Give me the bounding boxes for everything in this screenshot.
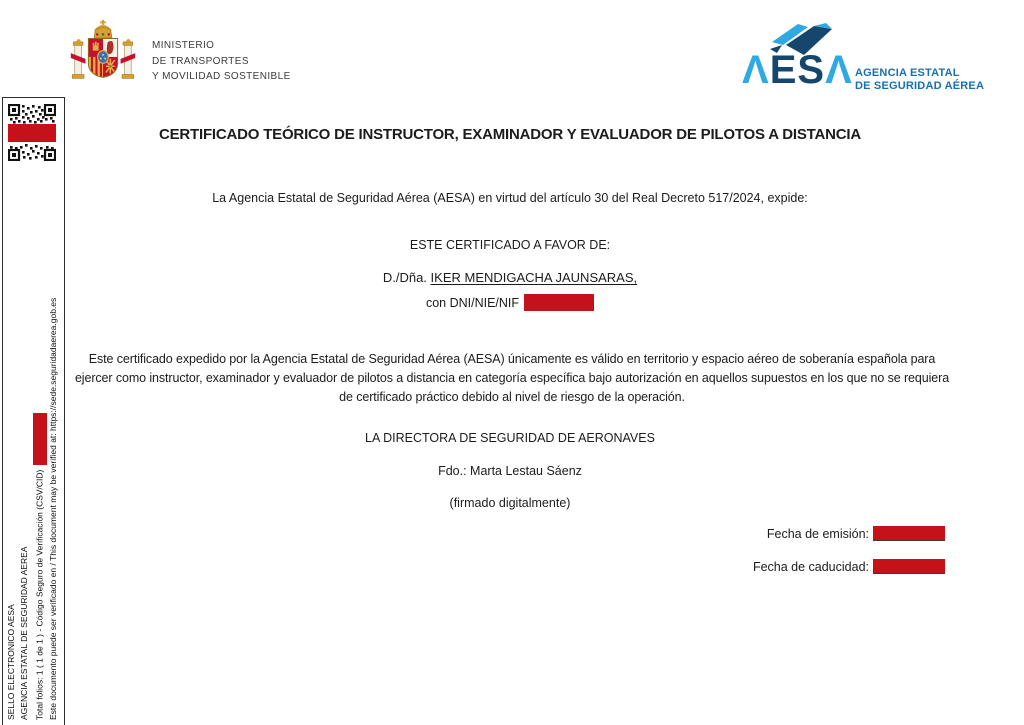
ministry-name — [152, 38, 291, 85]
id-line — [65, 294, 955, 311]
id-label: con DNI/NIE/NIF — [425, 296, 520, 310]
holder-name: IKER MENDIGACHA JAUNSARAS, — [430, 270, 638, 285]
sidebar-line-folios — [33, 413, 47, 720]
qr-code-redacted — [8, 104, 56, 166]
dni-redaction-bar — [524, 294, 594, 311]
certificate-intro: La Agencia Estatal de Seguridad Aérea (AESA) en virtud del artículo 30 del Real Decreto 517/2024, expide: — [212, 191, 808, 205]
sidebar-line-sello-text: SELLO ELECTRONICO AESA — [6, 604, 16, 720]
holder-line — [65, 270, 955, 286]
aesa-wordmark-line-1: AGENCIA ESTATAL — [855, 67, 960, 79]
aesa-letter-2: E — [769, 48, 798, 92]
certificate-body-paragraph: Este certificado expedido por la Agencia Estatal de Seguridad Aérea (AESA) únicamente es válido en territorio y espacio aéreo de soberanía española para ejercer como instructor, examinador y evaluador de pilotos a distancia en categoría específica bajo autorización en aquellos supuestos en los que no se requiera de certificado práctico debido al nivel de riesgo de la operación. — [74, 352, 950, 404]
sidebar-line-agencia-text: AGENCIA ESTATAL DE SEGURIDAD AEREA — [19, 546, 29, 720]
signature-name: Fdo.: Marta Lestau Sáenz — [438, 464, 582, 478]
issue-date-redaction-bar — [873, 526, 945, 541]
sidebar-line-verification — [48, 298, 58, 720]
issue-date-label: Fecha de emisión: — [766, 527, 869, 541]
spain-coat-of-arms-icon — [64, 16, 142, 101]
signature-note: (firmado digitalmente) — [449, 496, 571, 510]
sidebar-line-verification-text: Este documento puede ser verificado en / This document may be verified at: https://sede.seguridadaerea.gob.es — [48, 297, 58, 720]
ministry-line-3: Y MOVILIDAD SOSTENIBLE — [152, 71, 291, 82]
csv-redaction-bar — [33, 413, 47, 465]
aesa-acronym — [742, 50, 853, 90]
expiry-date-redaction-bar — [873, 559, 945, 574]
aesa-logo — [742, 20, 985, 98]
aesa-wordmark — [855, 67, 984, 92]
signature-role: LA DIRECTORA DE SEGURIDAD DE AERONAVES — [365, 431, 655, 445]
ministry-line-2: DE TRANSPORTES — [152, 55, 249, 67]
aesa-letter-4: Λ — [825, 48, 853, 92]
holder-prefix: D./Dña. — [382, 270, 431, 285]
expiry-date-label: Fecha de caducidad: — [752, 560, 869, 574]
sidebar-line-folios-text: Total folios: 1 ( 1 de 1 ) - Código Seguro de Verificación (CSV/CID) — [34, 469, 45, 720]
aesa-wordmark-line-2: DE SEGURIDAD AÉREA — [855, 79, 985, 92]
expiry-date-line — [753, 559, 945, 575]
aesa-letter-1: Λ — [742, 48, 770, 92]
certificate-title: CERTIFICADO TEÓRICO DE INSTRUCTOR, EXAMINADOR Y EVALUADOR DE PILOTOS A DISTANCIA — [158, 126, 862, 143]
dates-block — [753, 526, 945, 592]
ministry-line-1: MINISTERIO — [152, 40, 215, 51]
aesa-letter-3: S — [797, 48, 826, 92]
sidebar-line-agencia — [19, 546, 29, 720]
sidebar-line-sello — [6, 604, 16, 720]
issue-date-line — [753, 526, 945, 542]
favor-heading: ESTE CERTIFICADO A FAVOR DE: — [409, 238, 611, 252]
